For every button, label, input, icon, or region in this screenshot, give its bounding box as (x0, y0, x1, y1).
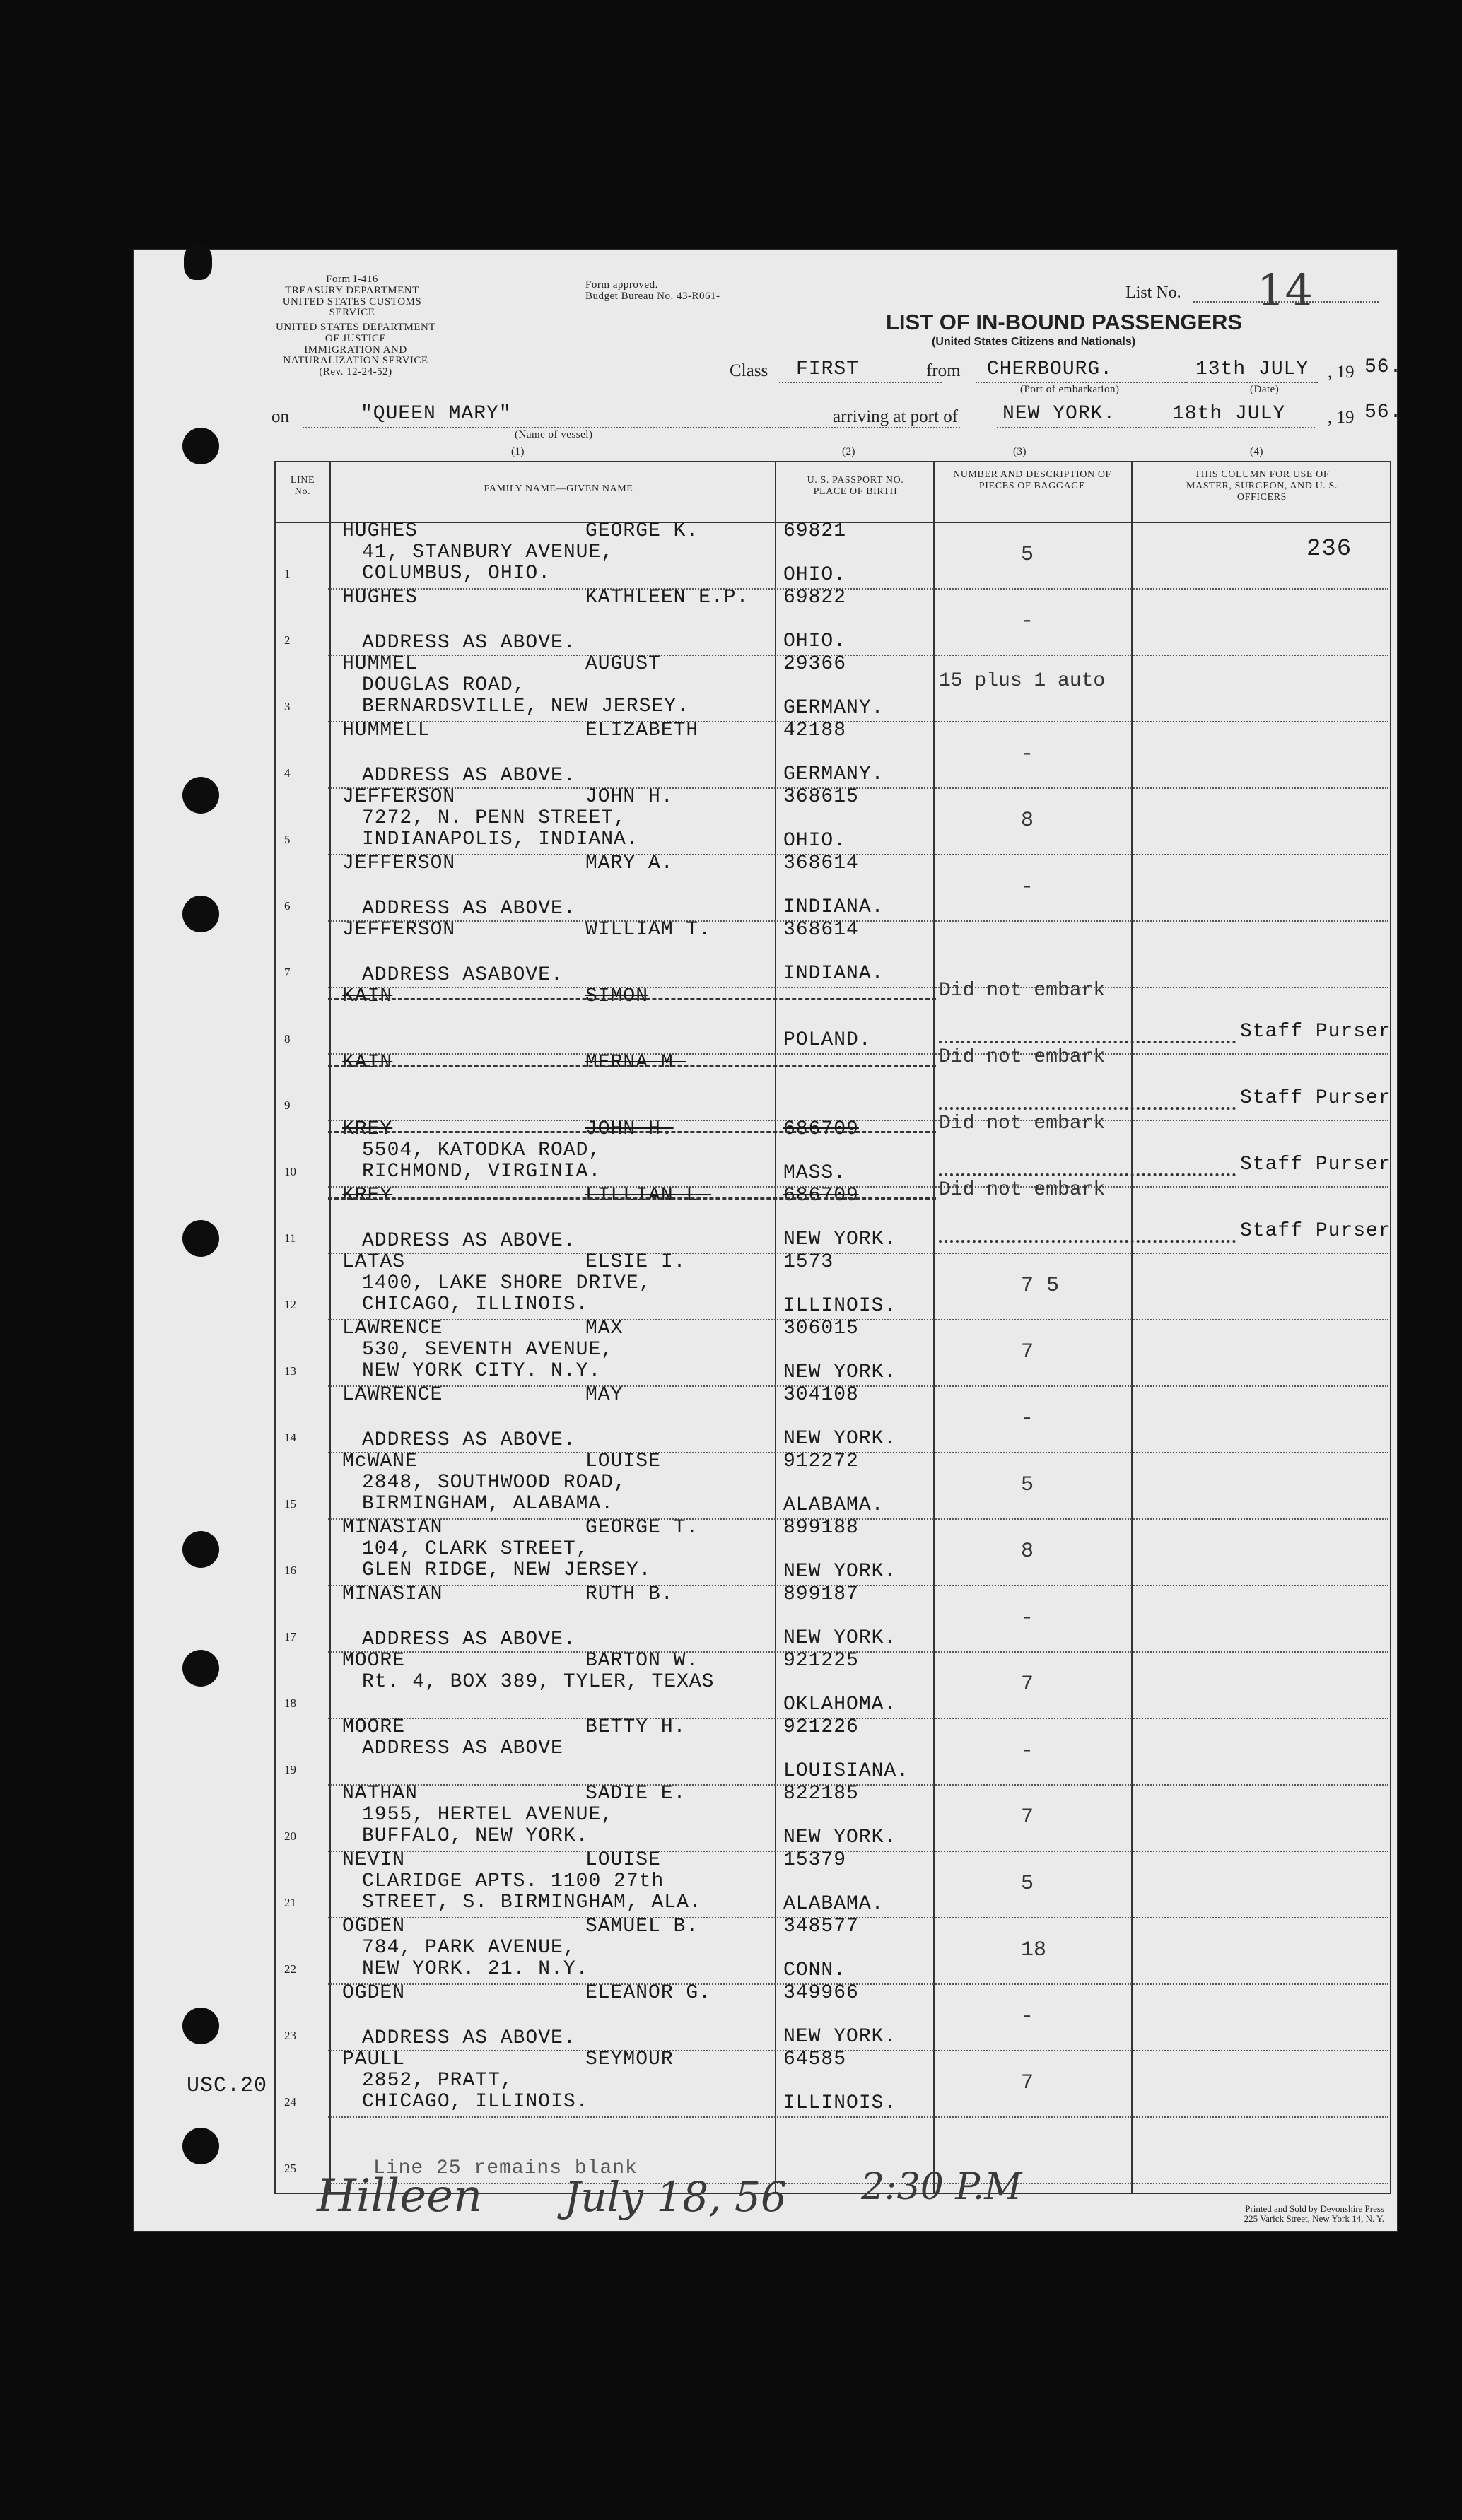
form-justice: UNITED STATES DEPARTMENT OF JUSTICE (275, 322, 435, 344)
row-separator (328, 655, 1388, 656)
row-line-number: 13 (284, 1364, 296, 1378)
family-name: KREY (342, 1118, 393, 1140)
passport-number: 368614 (783, 919, 859, 941)
row-line-number: 5 (284, 833, 291, 846)
given-name: LILLIAN L. (585, 1185, 712, 1207)
address-line-2: ADDRESS AS ABOVE. (362, 1230, 576, 1252)
punch-hole (182, 1650, 219, 1687)
given-name: LOUISE (585, 1849, 661, 1871)
address-line-1: ADDRESS AS ABOVE (362, 1737, 563, 1759)
embark-date: 13th JULY (1195, 358, 1309, 380)
given-name: JOHN H. (585, 786, 674, 808)
family-name: MINASIAN (342, 1583, 443, 1605)
family-name: KAIN (342, 985, 393, 1007)
baggage-count: Did not embark (939, 980, 1106, 1002)
year-prefix-1: , 19 (1328, 363, 1355, 382)
given-name: SADIE E. (585, 1783, 686, 1805)
punch-hole (182, 2128, 219, 2164)
baggage-count: Did not embark (939, 1179, 1106, 1201)
baggage-count: - (1021, 1739, 1034, 1763)
address-line-2: ADDRESS AS ABOVE. (362, 1629, 576, 1651)
family-name: PAULL (342, 2049, 406, 2070)
passport-number: 921225 (783, 1650, 859, 1672)
col-index-1: (1) (511, 446, 525, 457)
officer-note: Staff Purser (1240, 1021, 1391, 1043)
passport-number: 304108 (783, 1384, 859, 1406)
row-separator (328, 2050, 1388, 2051)
row-line-number: 25 (284, 2162, 296, 2175)
row-line-number: 8 (284, 1032, 291, 1045)
place-of-birth: NEW YORK. (783, 1561, 897, 1583)
address-line-2: INDIANAPOLIS, INDIANA. (362, 828, 639, 850)
given-name: JOHN H. (585, 1118, 674, 1140)
row-separator (328, 1053, 1388, 1055)
from-label: from (926, 361, 961, 380)
family-name: LAWRENCE (342, 1318, 443, 1340)
place-of-birth: GERMANY. (783, 763, 884, 785)
given-name: WILLIAM T. (585, 919, 712, 941)
passport-number: 912272 (783, 1451, 859, 1472)
baggage-count: - (1021, 1606, 1034, 1630)
punch-hole (184, 245, 212, 280)
class-rule (779, 382, 942, 383)
given-name: AUGUST (585, 653, 661, 675)
officer-dotted-line (939, 1240, 1236, 1243)
vessel-rule (303, 427, 960, 428)
family-name: OGDEN (342, 1982, 406, 2004)
row-separator (328, 987, 1388, 988)
baggage-count: - (1021, 609, 1034, 633)
baggage-count: 7 (1021, 2071, 1034, 2095)
place-of-birth: NEW YORK. (783, 2026, 897, 2048)
address-line-1: 2848, SOUTHWOOD ROAD, (362, 1472, 626, 1494)
row-line-number: 10 (284, 1165, 296, 1178)
passport-number: 69821 (783, 520, 847, 542)
family-name: HUGHES (342, 587, 418, 609)
address-line-2: CHICAGO, ILLINOIS. (362, 2091, 589, 2113)
address-line-2: STREET, S. BIRMINGHAM, ALA. (362, 1892, 702, 1914)
passport-number: 64585 (783, 2049, 847, 2070)
given-name: BETTY H. (585, 1716, 686, 1738)
given-name: KATHLEEN E.P. (585, 587, 749, 609)
row-line-number: 22 (284, 1962, 296, 1976)
given-name: MAY (585, 1384, 624, 1406)
address-line-1: 5504, KATODKA ROAD, (362, 1139, 602, 1161)
family-name: MINASIAN (342, 1517, 443, 1539)
baggage-count: - (1021, 875, 1034, 899)
given-name: GEORGE K. (585, 520, 699, 542)
passport-number: 69822 (783, 587, 847, 609)
form-ins: IMMIGRATION AND NATURALIZATION SERVICE (283, 344, 428, 367)
col-head-baggage: NUMBER AND DESCRIPTION OF PIECES OF BAGGAGE (953, 469, 1111, 492)
year-prefix-2: , 19 (1328, 408, 1355, 427)
list-no-value: 14 (1257, 264, 1313, 316)
baggage-count: 7 (1021, 1805, 1034, 1829)
place-of-birth: LOUISIANA. (783, 1760, 910, 1782)
family-name: JEFFERSON (342, 919, 456, 941)
baggage-count: - (1021, 2005, 1034, 2029)
row-separator (328, 721, 1388, 722)
given-name: MAX (585, 1318, 624, 1340)
row-line-number: 23 (284, 2029, 296, 2042)
place-of-birth: INDIANA. (783, 896, 884, 918)
form-dept: TREASURY DEPARTMENT (285, 284, 419, 296)
passport-number: 349966 (783, 1982, 859, 2004)
punch-hole (182, 777, 219, 814)
col-head-line: LINE No. (290, 475, 315, 498)
row-line-number: 2 (284, 633, 291, 647)
row-line-number: 15 (284, 1497, 296, 1511)
place-of-birth: GERMANY. (783, 697, 884, 719)
col-head-officers: THIS COLUMN FOR USE OF MASTER, SURGEON, AND U. S. OFFICERS (1186, 469, 1338, 503)
baggage-count: 7 5 (1021, 1274, 1060, 1298)
family-name: LAWRENCE (342, 1384, 443, 1406)
approved-line: Form approved. (585, 279, 658, 291)
class-label: Class (730, 361, 768, 380)
place-of-birth: CONN. (783, 1959, 847, 1981)
passport-number: 822185 (783, 1783, 859, 1805)
form-service: UNITED STATES CUSTOMS SERVICE (282, 295, 422, 319)
address-line-1: CLARIDGE APTS. 1100 27th (362, 1870, 665, 1892)
given-name: SEYMOUR (585, 2049, 674, 2070)
col-head-passport: U. S. PASSPORT NO. PLACE OF BIRTH (807, 475, 904, 498)
punch-hole (182, 1220, 219, 1257)
address-line-1: 1400, LAKE SHORE DRIVE, (362, 1272, 652, 1294)
address-line-1: 104, CLARK STREET, (362, 1538, 589, 1560)
passport-number: 899188 (783, 1517, 859, 1539)
row-line-number: 11 (284, 1231, 296, 1245)
baggage-count: 18 (1021, 1938, 1047, 1962)
inspector-signature: Hilleen (317, 2170, 483, 2222)
address-line-1: 1955, HERTEL AVENUE, (362, 1804, 614, 1826)
year-1: 56. (1364, 356, 1403, 378)
row-separator (328, 2183, 1388, 2184)
baggage-count: - (1021, 742, 1034, 766)
row-line-number: 14 (284, 1431, 296, 1444)
officer-dotted-line (939, 1041, 1236, 1043)
punch-hole (182, 896, 219, 932)
passport-number: 921226 (783, 1716, 859, 1738)
passport-number: 15379 (783, 1849, 847, 1871)
struck-entry-line (328, 998, 936, 1000)
address-line-2: RICHMOND, VIRGINIA. (362, 1161, 602, 1183)
family-name: KAIN (342, 1052, 393, 1074)
signed-date: July 18, 56 (564, 2173, 787, 2221)
place-of-birth: NEW YORK. (783, 1428, 897, 1450)
given-name: LOUISE (585, 1451, 661, 1472)
place-of-birth: OHIO. (783, 830, 847, 852)
form-number: Form I-416 (326, 274, 378, 285)
address-line-1: DOUGLAS ROAD, (362, 674, 526, 696)
place-of-birth: POLAND. (783, 1029, 872, 1051)
list-no-label: List No. (1125, 283, 1181, 302)
place-of-birth: OHIO. (783, 631, 847, 652)
passport-number: 348577 (783, 1916, 859, 1938)
address-line-2: GLEN RIDGE, NEW JERSEY. (362, 1559, 652, 1581)
struck-entry-line (328, 1065, 936, 1067)
class-value: FIRST (796, 358, 860, 380)
family-name: MOORE (342, 1716, 406, 1738)
row-line-number: 4 (284, 766, 291, 780)
place-of-birth: NEW YORK. (783, 1361, 897, 1383)
arriving-label: arriving at port of (833, 407, 959, 426)
place-of-birth: ILLINOIS. (783, 1295, 897, 1317)
baggage-count: - (1021, 1407, 1034, 1431)
row-separator (328, 1851, 1388, 1852)
row-line-number: 1 (284, 567, 291, 580)
arrival-date: 18th JULY (1172, 403, 1286, 425)
form-agency-block (260, 274, 444, 319)
punch-hole (182, 2008, 219, 2044)
printer-line-2: 225 Varick Street, New York 14, N. Y. (1244, 2213, 1384, 2224)
row-separator (328, 588, 1388, 590)
col-index-2: (2) (842, 446, 855, 457)
row-separator (328, 2116, 1388, 2118)
place-of-birth: ALABAMA. (783, 1893, 884, 1915)
address-line-2: NEW YORK. 21. N.Y. (362, 1958, 589, 1980)
row-line-number: 12 (284, 1298, 296, 1311)
given-name: SAMUEL B. (585, 1916, 699, 1938)
form-justice-block (267, 322, 444, 378)
family-name: OGDEN (342, 1916, 406, 1938)
passport-number: 368615 (783, 786, 859, 808)
col-index-4: (4) (1250, 446, 1263, 457)
place-of-birth: ILLINOIS. (783, 2092, 897, 2114)
place-of-birth: OHIO. (783, 564, 847, 586)
place-of-birth: INDIANA. (783, 963, 884, 985)
address-line-1: 7272, N. PENN STREET, (362, 807, 626, 829)
date-rule (1191, 382, 1318, 383)
address-line-1: 41, STANBURY AVENUE, (362, 541, 614, 563)
vessel-name: "QUEEN MARY" (361, 403, 512, 425)
address-line-2: CHICAGO, ILLINOIS. (362, 1294, 589, 1315)
address-line-2: ADDRESS AS ABOVE. (362, 765, 576, 787)
place-of-birth: NEW YORK. (783, 1229, 897, 1250)
family-name: NEVIN (342, 1849, 406, 1871)
family-name: NATHAN (342, 1783, 418, 1805)
baggage-count: 8 (1021, 1540, 1034, 1564)
side-note: USC.20 (187, 2074, 268, 2098)
family-name: JEFFERSON (342, 786, 456, 808)
place-of-birth: MASS. (783, 1162, 847, 1184)
form-title: LIST OF IN-BOUND PASSENGERS (886, 310, 1243, 334)
row-line-number: 17 (284, 1630, 296, 1643)
punch-hole (182, 428, 219, 464)
place-of-birth: NEW YORK. (783, 1827, 897, 1848)
passport-number: 42188 (783, 720, 847, 742)
punch-hole (182, 1531, 219, 1568)
family-name: LATAS (342, 1251, 406, 1273)
struck-entry-line (328, 1197, 936, 1200)
passport-number: 29366 (783, 653, 847, 675)
address-line-2: NEW YORK CITY. N.Y. (362, 1360, 602, 1382)
passport-number: 368614 (783, 852, 859, 874)
signed-time: 2:30 P.M (861, 2166, 1022, 2208)
passport-number: 686709 (783, 1118, 859, 1140)
officer-dotted-line (939, 1107, 1236, 1110)
passport-number: 686709 (783, 1185, 859, 1207)
family-name: HUMMEL (342, 653, 418, 675)
baggage-count: 5 (1021, 543, 1034, 567)
passport-number: 899187 (783, 1583, 859, 1605)
baggage-count: Did not embark (939, 1113, 1106, 1135)
address-line-2: ADDRESS ASABOVE. (362, 964, 563, 986)
struck-entry-line (328, 1131, 936, 1133)
officer-dotted-line (939, 1173, 1236, 1176)
passenger-list-form (133, 249, 1403, 2232)
address-line-2: BUFFALO, NEW YORK. (362, 1825, 589, 1847)
baggage-count: 7 (1021, 1340, 1034, 1364)
baggage-count: 7 (1021, 1672, 1034, 1696)
given-name: ELEANOR G. (585, 1982, 712, 2004)
row-line-number: 21 (284, 1896, 296, 1909)
embark-port: CHERBOURG. (987, 358, 1113, 380)
row-line-number: 24 (284, 2095, 296, 2109)
given-name: ELSIE I. (585, 1251, 686, 1273)
col-index-3: (3) (1013, 446, 1027, 457)
date-caption: (Date) (1250, 384, 1280, 395)
baggage-count: 5 (1021, 1872, 1034, 1896)
passport-number: 306015 (783, 1318, 859, 1340)
place-of-birth: OKLAHOMA. (783, 1694, 897, 1716)
row-line-number: 3 (284, 700, 291, 713)
given-name: MARY A. (585, 852, 674, 874)
printer-credit (1147, 2204, 1384, 2223)
address-line-2: ADDRESS AS ABOVE. (362, 1429, 576, 1451)
given-name: MERNA M. (585, 1052, 686, 1074)
arrival-rule (997, 427, 1315, 428)
row-line-number: 16 (284, 1564, 296, 1577)
place-of-birth: ALABAMA. (783, 1494, 884, 1516)
budget-line: Budget Bureau No. 43-R061- (585, 290, 720, 302)
row-line-number: 19 (284, 1763, 296, 1776)
form-subtitle: (United States Citizens and Nationals) (932, 336, 1136, 348)
baggage-count: Did not embark (939, 1046, 1106, 1068)
row-line-number: 9 (284, 1098, 291, 1112)
address-line-2: BIRMINGHAM, ALABAMA. (362, 1493, 614, 1515)
given-name: GEORGE T. (585, 1517, 699, 1539)
form-rev: (Rev. 12-24-52) (319, 366, 392, 377)
row-line-number: 6 (284, 899, 291, 913)
row-line-number: 20 (284, 1829, 296, 1843)
address-line-2: ADDRESS AS ABOVE. (362, 632, 576, 654)
family-name: MOORE (342, 1650, 406, 1672)
family-name: KREY (342, 1185, 393, 1207)
baggage-count: 5 (1021, 1473, 1034, 1497)
port-caption: (Port of embarkation) (1020, 384, 1120, 395)
address-line-2: BERNARDSVILLE, NEW JERSEY. (362, 696, 689, 717)
arrival-port: NEW YORK. (1002, 403, 1116, 425)
budget-approval (585, 280, 720, 303)
given-name: BARTON W. (585, 1650, 699, 1672)
baggage-count: 15 plus 1 auto (939, 670, 1106, 692)
address-line-1: 784, PARK AVENUE, (362, 1937, 576, 1959)
port-rule (976, 382, 1188, 383)
year-2: 56. (1364, 402, 1403, 423)
baggage-count: 8 (1021, 809, 1034, 833)
family-name: HUMMELL (342, 720, 431, 742)
address-line-2: ADDRESS AS ABOVE. (362, 2027, 576, 2049)
given-name: SIMON (585, 985, 649, 1007)
officer-note: Staff Purser (1240, 1154, 1391, 1176)
officer-note: 236 (1306, 536, 1352, 563)
address-line-2: COLUMBUS, OHIO. (362, 563, 551, 585)
address-line-2: ADDRESS AS ABOVE. (362, 898, 576, 920)
address-line-1: 530, SEVENTH AVENUE, (362, 1339, 614, 1361)
blank-line-note: Line 25 remains blank (373, 2157, 638, 2179)
family-name: McWANE (342, 1451, 418, 1472)
address-line-1: Rt. 4, BOX 389, TYLER, TEXAS (362, 1671, 715, 1693)
printer-line-1: Printed and Sold by Devonshire Press (1245, 2203, 1384, 2214)
place-of-birth: NEW YORK. (783, 1627, 897, 1649)
col-head-name: FAMILY NAME—GIVEN NAME (484, 484, 633, 494)
on-label: on (271, 407, 289, 426)
family-name: HUGHES (342, 520, 418, 542)
family-name: JEFFERSON (342, 852, 456, 874)
row-line-number: 7 (284, 966, 291, 979)
row-separator (328, 1253, 1388, 1254)
vessel-caption: (Name of vessel) (515, 429, 593, 440)
given-name: RUTH B. (585, 1583, 674, 1605)
address-line-1: 2852, PRATT, (362, 2070, 513, 2092)
given-name: ELIZABETH (585, 720, 699, 742)
officer-note: Staff Purser (1240, 1087, 1391, 1109)
row-line-number: 18 (284, 1696, 296, 1710)
officer-note: Staff Purser (1240, 1220, 1391, 1242)
passport-number: 1573 (783, 1251, 834, 1273)
